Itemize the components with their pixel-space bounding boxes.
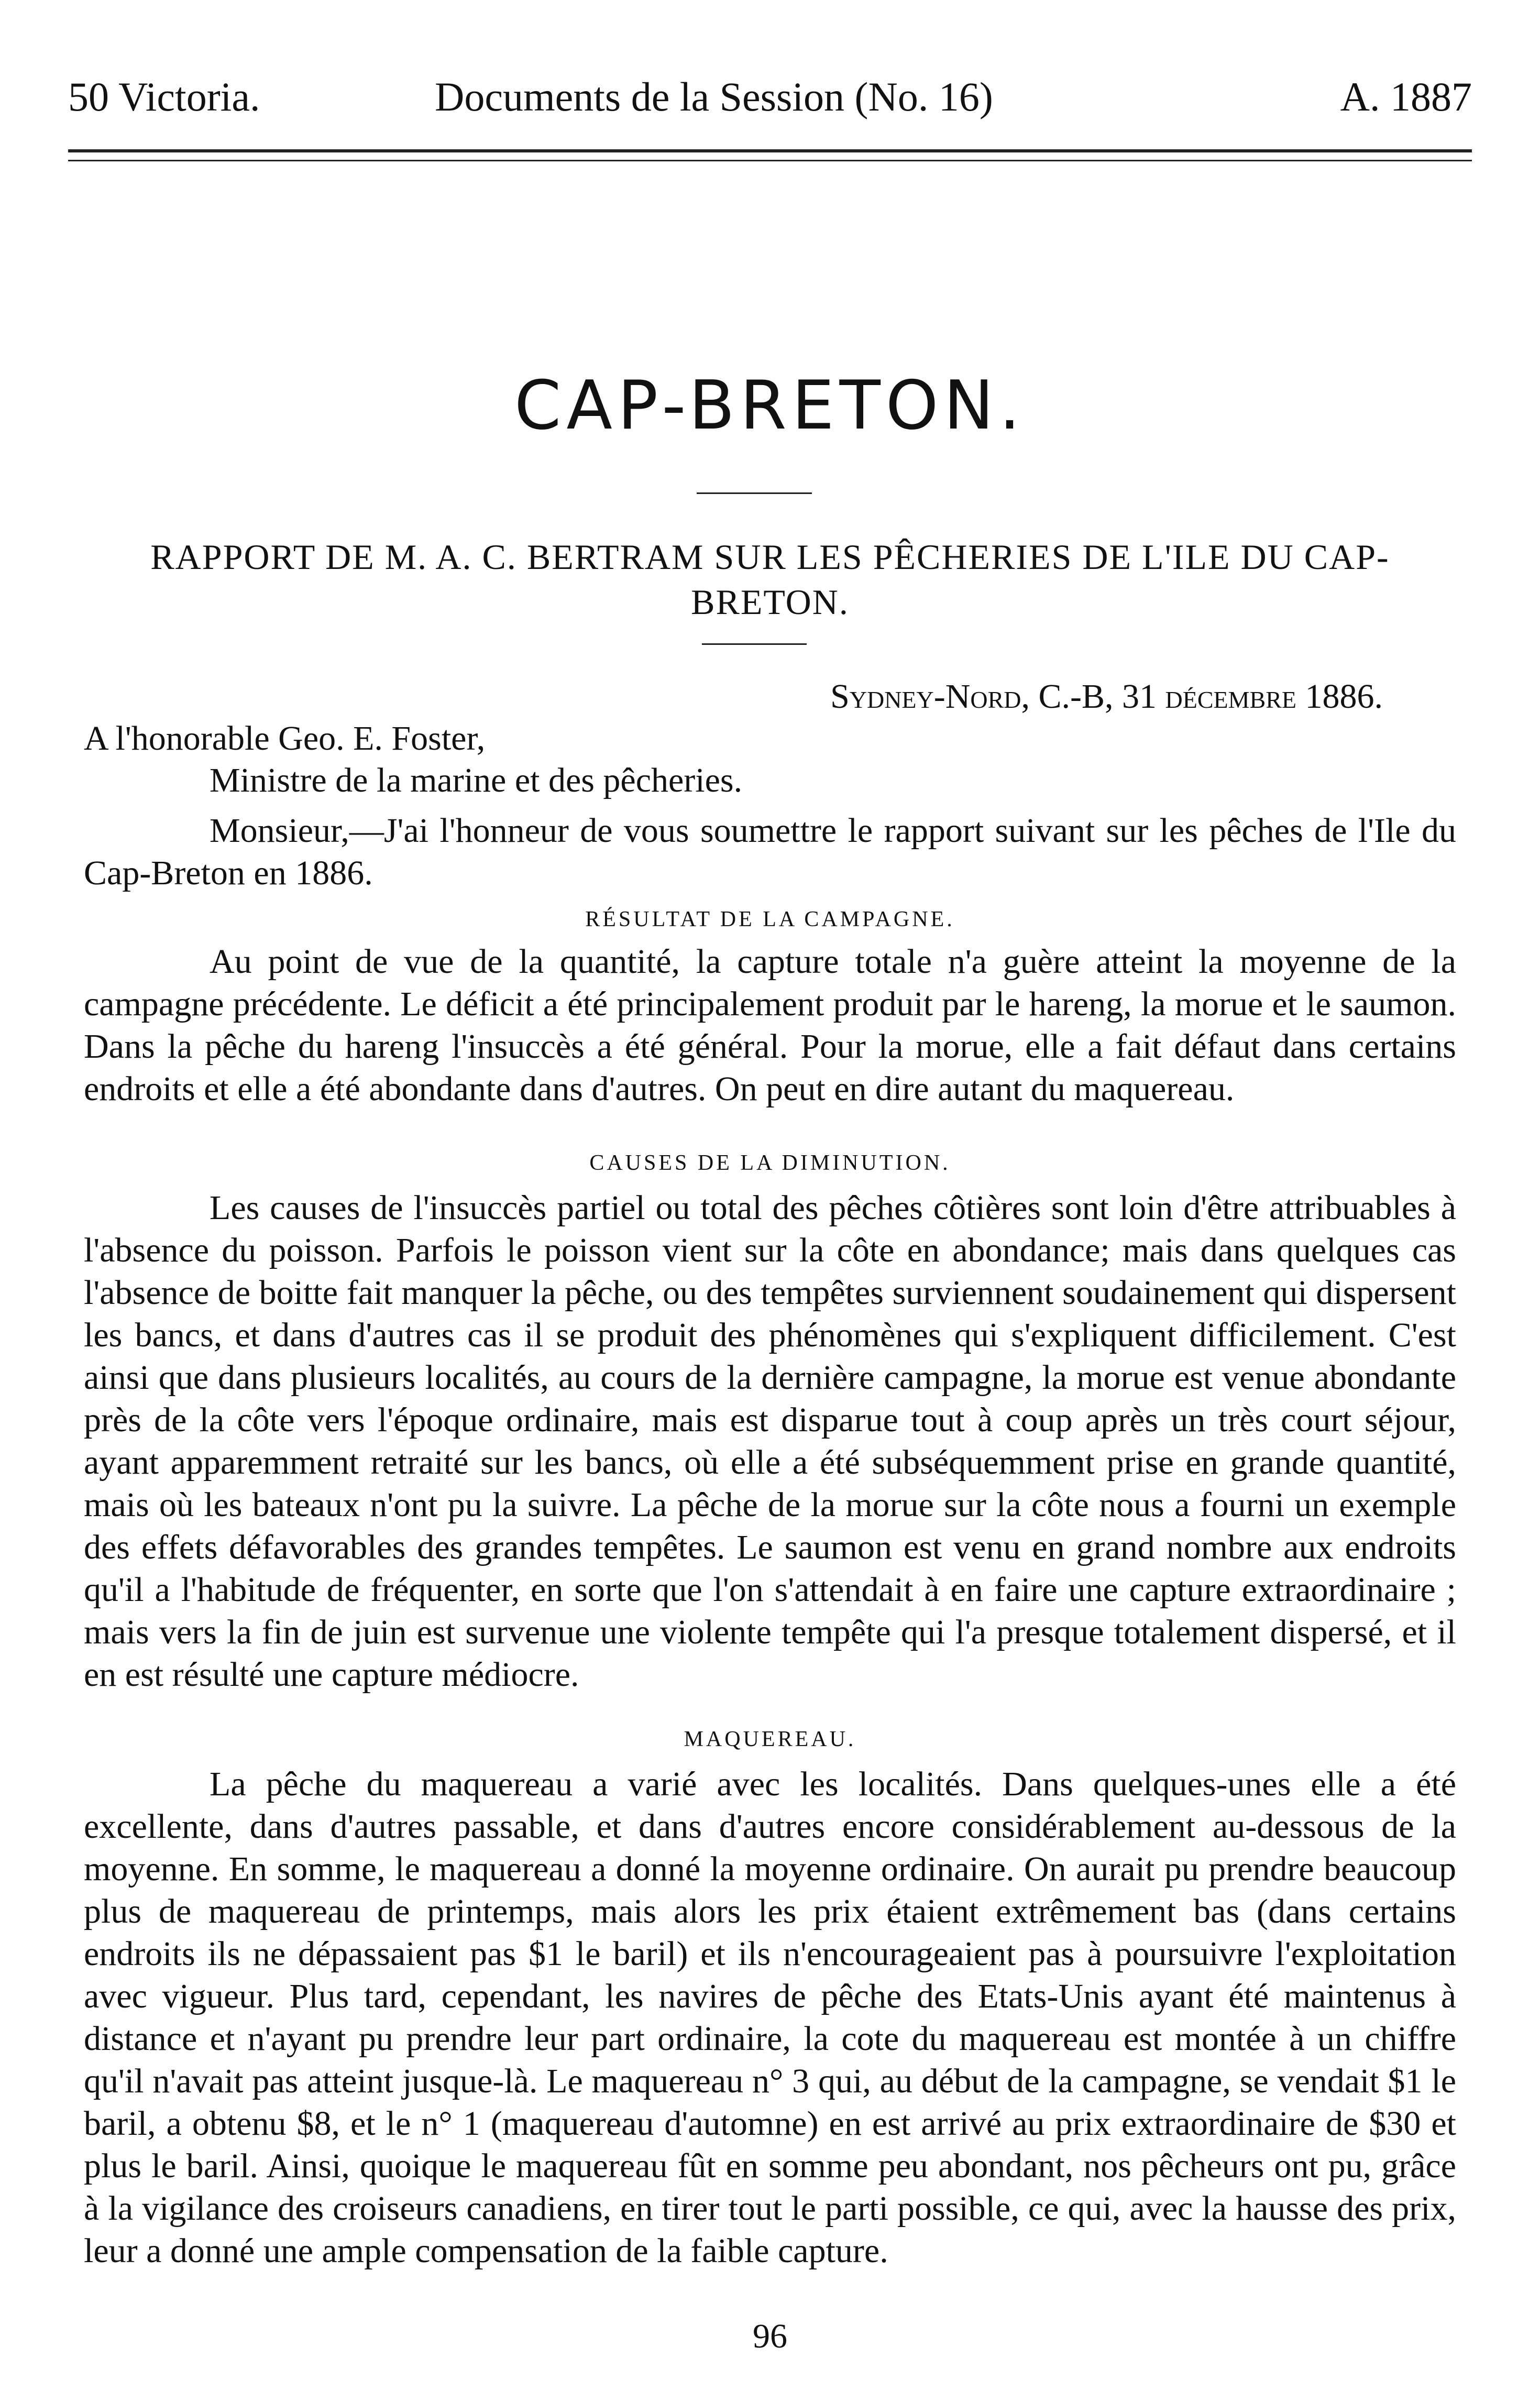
running-head-year: A. 1887 <box>1340 74 1472 119</box>
section-paragraph-maquereau: La pêche du maquereau a varié avec les localités. Dans quelques-unes elle a été excellente, dans d'autres passable, et dans d'autres encore considérablement au-dessous de la moyenne. En somme, le maquereau a donné la moyenne ordinaire. On aurait pu prendre beaucoup plus de maquereau de printemps, mais alors les prix étaient extrêmement bas (dans certains endroits ils ne dépassaient pas $1 le baril) et ils n'encourageaient pas à poursuivre l'exploitation avec vigueur. Plus tard, cependant, les navires de pêche des Etats-Unis ayant été maintenus à distance et n'ayant pu prendre leur part ordinaire, la cote du maquereau est montée à un chiffre qu'il n'avait pas atteint jusque-là. Le maquereau n° 3 qui, au début de la campagne, se vendait $1 le baril, a obtenu $8, et le n° 1 (maquereau d'automne) en est arrivé au prix extraordinaire de $30 et plus le baril. Ainsi, quoique le maquereau fût en somme peu abondant, nos pêcheurs ont pu, grâce à la vigilance des croiseurs canadiens, en tirer tout le parti possible, ce qui, avec la hausse des prix, leur a donné une ample compensation de la faible capture. <box>84 1765 1456 2270</box>
page-title: CAP-BRETON. <box>514 367 1026 445</box>
dateline <box>830 676 1383 718</box>
dateline-text: Sydney-Nord, C.-B, 31 décembre 1886. <box>830 677 1383 716</box>
addressee-line: A l'honorable Geo. E. Foster, <box>84 719 486 758</box>
page-number: 96 <box>753 2317 787 2355</box>
heading-divider <box>702 643 807 645</box>
running-head-session-year: 50 Victoria. <box>68 74 260 119</box>
salutation-paragraph: Monsieur,—J'ai l'honneur de vous soumettre le rapport suivant sur les pêches de l'Ile du Cap-Breton en 1886. <box>84 811 1456 892</box>
section-heading-resultat: RÉSULTAT DE LA CAMPAGNE. <box>585 907 955 931</box>
title-divider <box>697 492 812 494</box>
addressee-role-line: Ministre de la marine et des pêcheries. <box>210 761 743 799</box>
addressee-role <box>210 760 742 802</box>
header-double-rule <box>68 149 1472 161</box>
addressee-name <box>84 718 485 760</box>
section-heading-causes: CAUSES DE LA DIMINUTION. <box>589 1151 951 1175</box>
section-paragraph-causes: Les causes de l'insuccès partiel ou total des pêches côtières sont loin d'être attribuables à l'absence du poisson. Parfois le poisson vient sur la côte en abondance; mais dans quelques cas l'absence de boitte fait manquer la pêche, ou des tempêtes surviennent soudainement qui dispersent les bancs, et dans d'autres cas il se produit des phénomènes qui s'expliquent difficilement. C'est ainsi que dans plusieurs localités, au cours de la dernière campagne, la morue est venue abondante près de la côte vers l'époque ordinaire, mais est disparue tout à coup après un très court séjour, ayant apparemment retraité sur les bancs, où elle a été subséquemment prise en grande quantité, mais où les bateaux n'ont pu la suivre. La pêche de la morue sur la côte nous a fourni un exemple des effets défavorables des grandes tempêtes. Le saumon est venu en grand nombre aux endroits qu'il a l'habitude de fréquenter, en sorte que l'on s'attendait à en faire une capture extraordinaire ; mais vers la fin de juin est survenue une violente tempête qui l'a presque totalement dispersé, et il en est résulté une capture médiocre. <box>84 1189 1456 1694</box>
section-heading-maquereau: MAQUEREAU. <box>684 1727 856 1751</box>
section-paragraph-resultat: Au point de vue de la quantité, la capture totale n'a guère atteint la moyenne de la campagne précédente. Le déficit a été principalement produit par le hareng, la morue et le saumon. Dans la pêche du hareng l'insuccès a été général. Pour la morue, elle a fait défaut dans certains endroits et elle a été abondante dans d'autres. On peut en dire autant du maquereau. <box>84 942 1456 1108</box>
running-head-document-title: Documents de la Session (No. 16) <box>435 74 993 119</box>
report-heading: RAPPORT DE M. A. C. BERTRAM SUR LES PÊCHERIES DE L'ILE DU CAP-BRETON. <box>150 537 1390 622</box>
running-head <box>68 73 1472 120</box>
